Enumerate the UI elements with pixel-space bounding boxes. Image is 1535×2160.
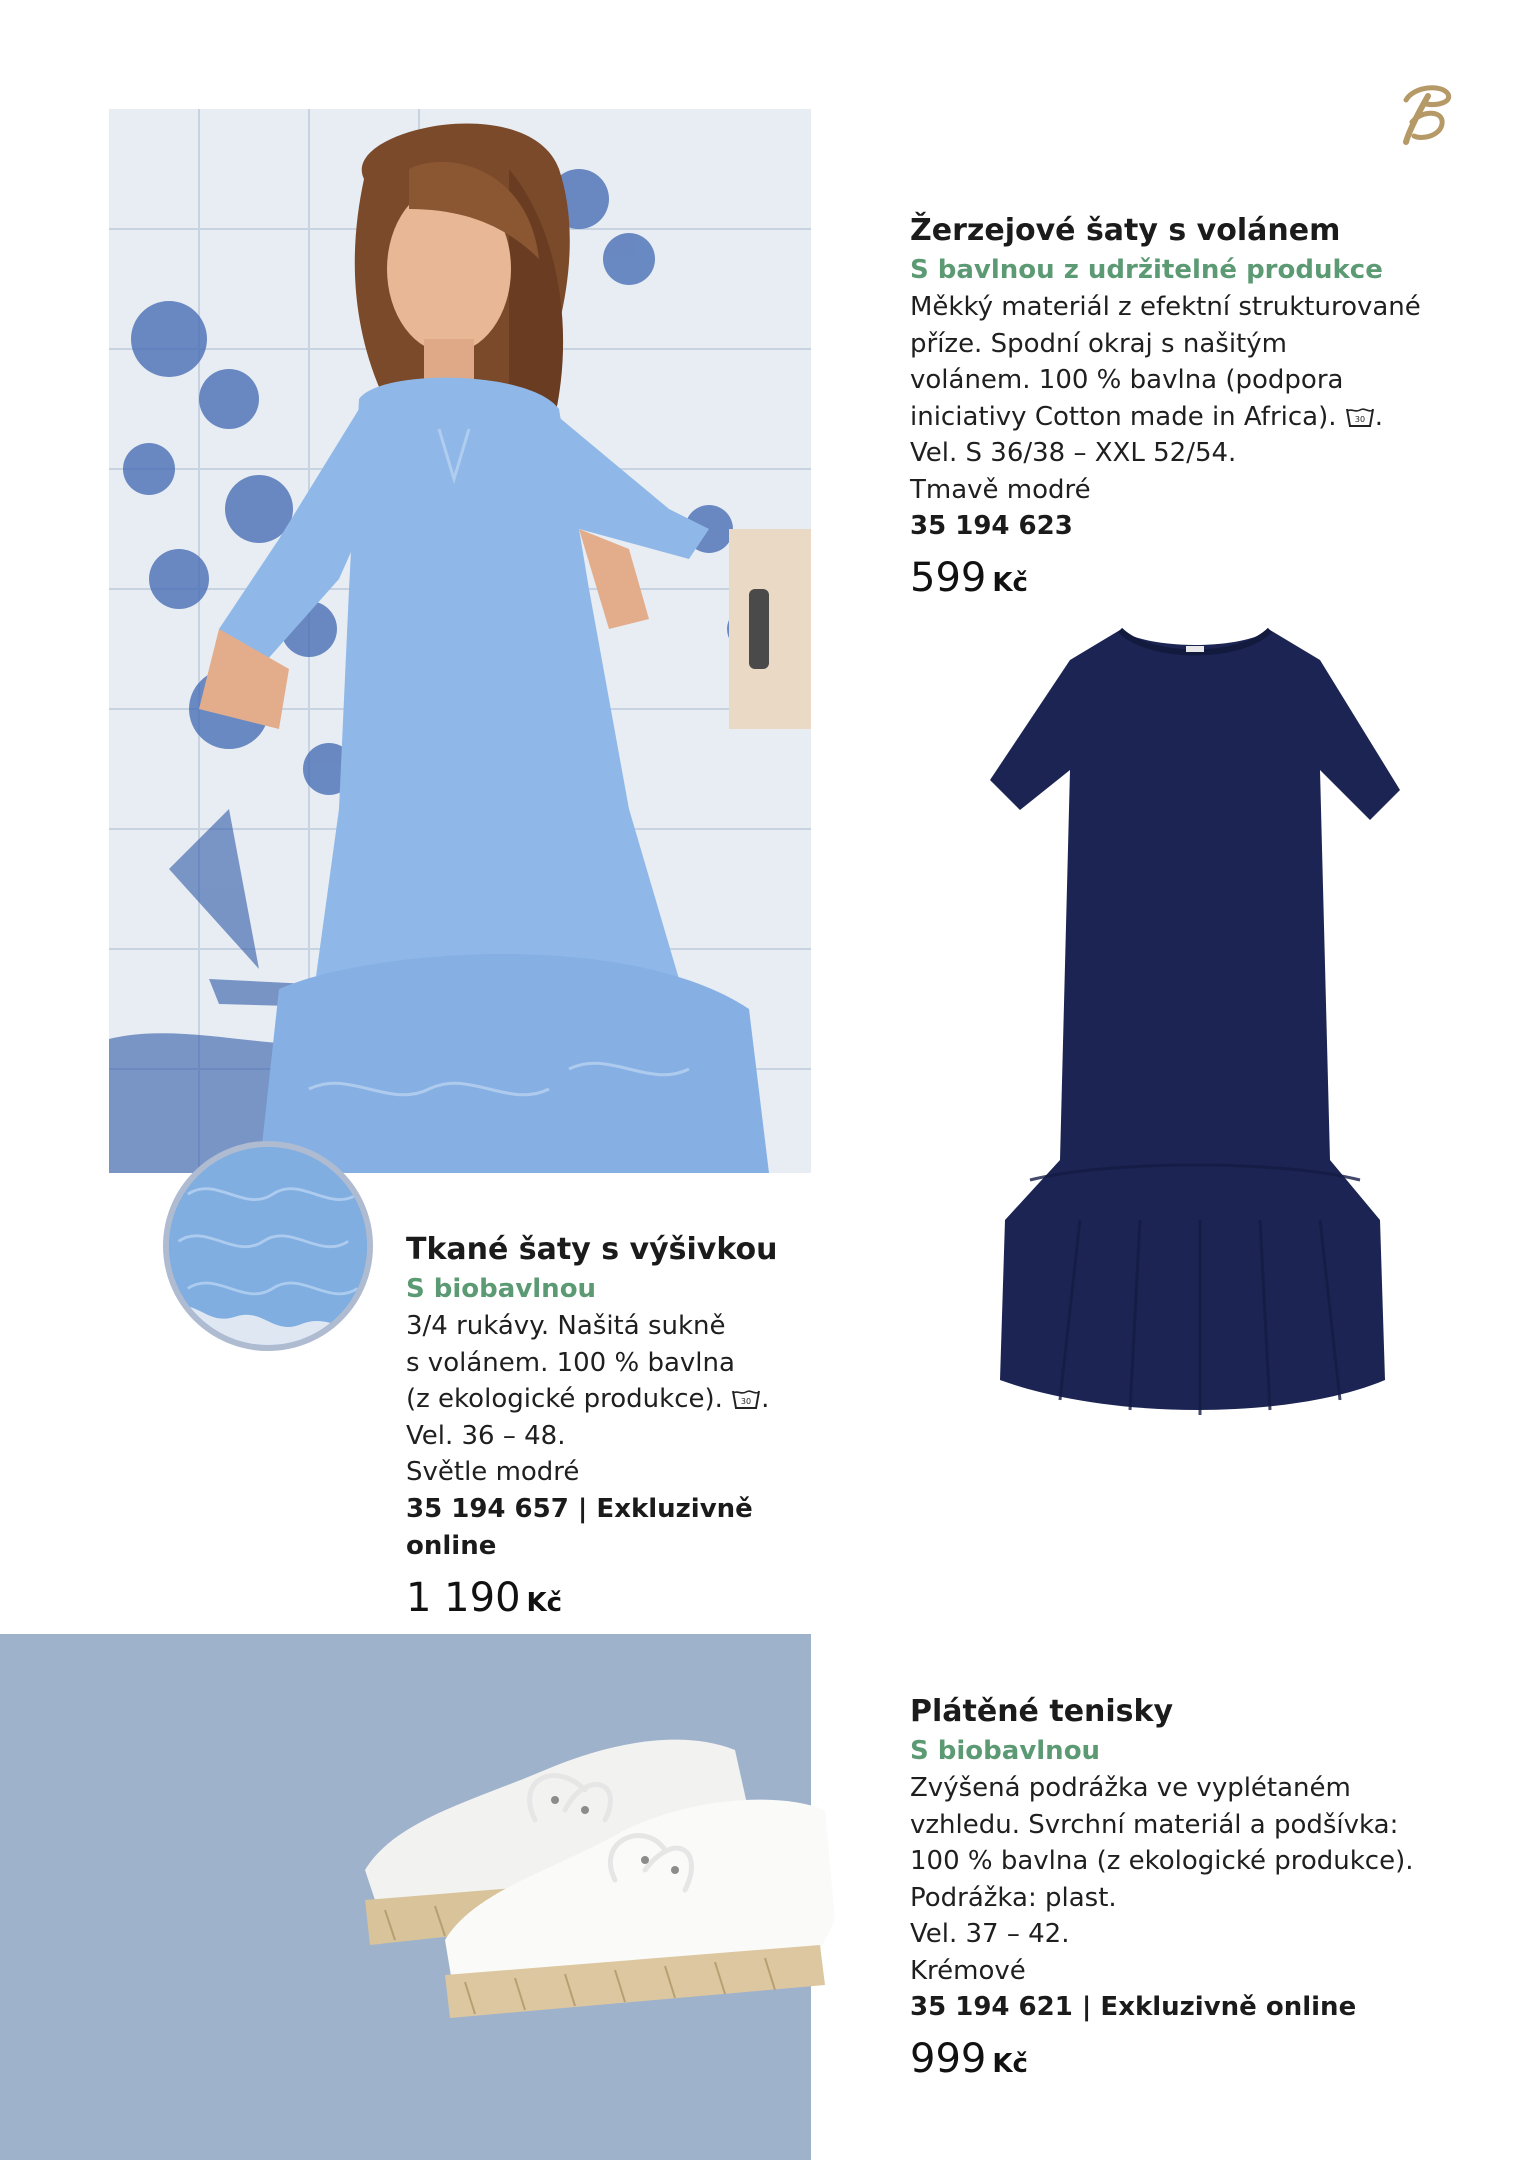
description-line: volánem. 100 % bavlna (podpora xyxy=(910,365,1344,395)
product-price: 599 Kč xyxy=(910,555,1028,601)
product-code: 35 194 657 | Exkluzivně online xyxy=(406,1493,753,1561)
description-line: Měkký materiál z efektní strukturované xyxy=(910,292,1421,322)
product-color: Krémové xyxy=(910,1955,1026,1986)
description-line: vzhledu. Svrchní materiál a podšívka: xyxy=(910,1809,1399,1840)
product-subtitle: S biobavlnou xyxy=(406,1274,597,1304)
product-price: 999 Kč xyxy=(910,2036,1028,2082)
product-price: 1 190 Kč xyxy=(406,1574,563,1621)
product-jersey-dress xyxy=(910,211,1470,606)
product-woven-dress xyxy=(406,1230,846,1626)
description-line: (z ekologické produkce). 30 . xyxy=(406,1384,770,1414)
product-size: Vel. 37 – 42. xyxy=(910,1919,1070,1949)
description-line: příze. Spodní okraj s našitým xyxy=(910,328,1287,359)
product-description xyxy=(910,289,1470,508)
product-code: 35 194 621 | Exkluzivně online xyxy=(910,1992,1357,2022)
description-line: s volánem. 100 % bavlna xyxy=(406,1347,735,1378)
product-title: Plátěné tenisky xyxy=(910,1694,1174,1729)
description-line: Zvýšená podrážka ve vyplétaném xyxy=(910,1773,1351,1803)
wash-30-icon xyxy=(731,1385,761,1409)
product-subtitle: S bavlnou z udržitelné produkce xyxy=(910,255,1383,285)
description-line: 3/4 rukávy. Našitá sukně xyxy=(406,1311,726,1341)
hero-photo-light-blue-dress xyxy=(109,109,811,1173)
product-size: Vel. S 36/38 – XXL 52/54. xyxy=(910,438,1237,468)
product-size: Vel. 36 – 48. xyxy=(406,1420,566,1451)
svg-text:30: 30 xyxy=(1354,414,1365,424)
description-line: Podrážka: plast. xyxy=(910,1882,1117,1913)
product-description xyxy=(406,1308,846,1491)
product-title: Žerzejové šaty s volánem xyxy=(910,213,1341,248)
canvas-sneakers-image xyxy=(355,1700,835,2020)
product-color: Světle modré xyxy=(406,1457,580,1487)
navy-jersey-dress-image xyxy=(990,620,1400,1416)
product-subtitle: S biobavlnou xyxy=(910,1736,1101,1766)
product-description xyxy=(910,1770,1470,1989)
product-canvas-sneakers xyxy=(910,1692,1470,2087)
product-color: Tmavě modré xyxy=(910,474,1091,505)
product-title: Tkané šaty s výšivkou xyxy=(406,1232,778,1267)
svg-text:30: 30 xyxy=(741,1397,752,1406)
description-line: 100 % bavlna (z ekologické produkce). xyxy=(910,1846,1414,1876)
description-line: iniciativy Cotton made in Africa). 30 . xyxy=(910,401,1384,432)
fabric-detail-zoom xyxy=(163,1141,373,1351)
wash-30-icon xyxy=(1345,403,1375,427)
tchibo-logo-icon xyxy=(1392,80,1454,150)
product-code: 35 194 623 xyxy=(910,511,1073,541)
